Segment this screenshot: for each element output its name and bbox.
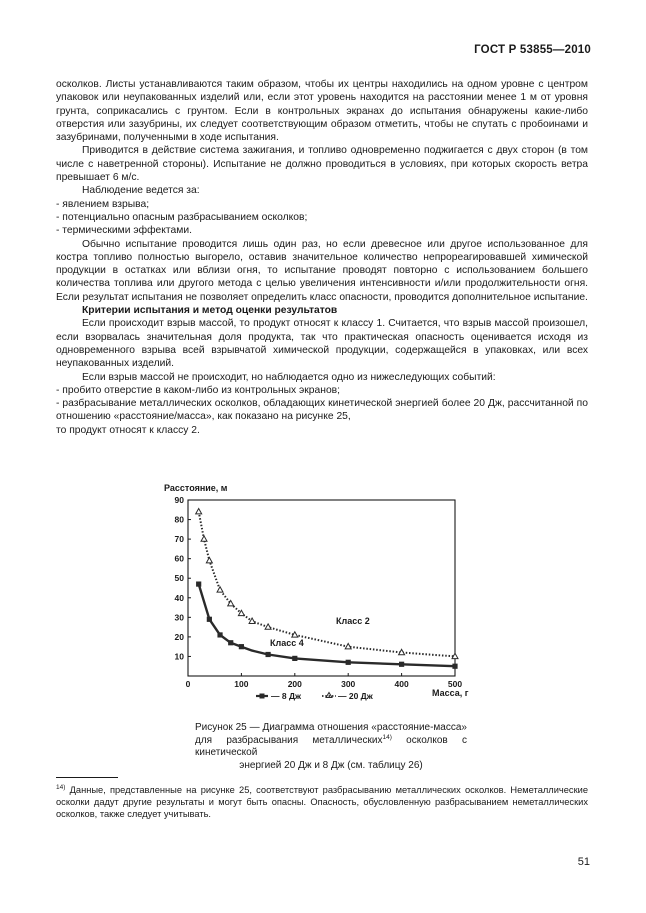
annotation-class-4: Класс 4 xyxy=(270,638,304,648)
data-point-20j xyxy=(217,587,223,592)
list-item: - пробито отверстие в каком-либо из контрольных экранов; xyxy=(56,384,341,396)
data-point-8j xyxy=(207,617,212,622)
data-point-20j xyxy=(201,536,207,541)
data-point-8j xyxy=(196,581,201,586)
legend-8j-label: — 8 Дж xyxy=(271,691,302,701)
data-point-8j xyxy=(228,640,233,645)
caption-text: Рисунок 25 — Диаграмма отношения «расстояние-масса» для разбрасывания металлических xyxy=(195,722,467,746)
data-point-8j xyxy=(217,632,222,637)
list-item: - потенциально опасным разбрасыванием осколков; xyxy=(56,211,308,223)
y-tick-label: 50 xyxy=(174,573,184,584)
data-point-8j xyxy=(292,656,297,661)
y-tick-label: 60 xyxy=(174,553,184,564)
paragraph-no-mass-explosion: Если взрыв массой не происходит, но наблюдается одно из нижеследующих событий: xyxy=(82,371,496,383)
data-point-20j xyxy=(265,624,271,629)
data-point-8j xyxy=(452,664,457,669)
data-point-8j xyxy=(346,660,351,665)
x-tick-label: 100 xyxy=(234,679,249,689)
list-item: - термическими эффектами. xyxy=(56,225,192,237)
paragraph-class-2: то продукт относят к классу 2. xyxy=(56,424,200,436)
x-tick-label: 400 xyxy=(394,679,409,689)
caption-footnote-ref: 14) xyxy=(382,733,392,741)
list-item: - явлением взрыва; xyxy=(56,198,150,210)
body-text xyxy=(56,78,588,437)
data-point-8j xyxy=(266,652,271,657)
legend-20j-label: — 20 Дж xyxy=(338,691,373,701)
paragraph-mass-explosion: Если происходит взрыв массой, то продукт относят к классу 1. Считается, что взрыв массой произошел, если взорвалась значительная доля продукта, так что практическая опасность оценивается исходя из одновременного взрыва всей взрывчатой химической продукции, содержащейся в упаковках, или всех неупакованных изделий. xyxy=(56,318,588,370)
figure-caption xyxy=(195,722,467,772)
paragraph-ignition: Приводится в действие система зажигания, и топливо одновременно поджигается с двух сторон (в том числе с наветренной стороны). Испытание не должно проводиться в условиях, при которых скорость ветра превышает 6 м/с. xyxy=(56,145,588,184)
x-tick-label: 200 xyxy=(287,679,302,689)
list-item: - разбрасывание металлических осколков, обладающих кинетической энергией более 20 Дж, рассчитанной по отношению «расстояние/масса», как показано на рисунке 25, xyxy=(56,398,588,423)
footnote-divider xyxy=(56,777,118,778)
plot-frame xyxy=(188,500,455,676)
document-number: ГОСТ Р 53855—2010 xyxy=(474,44,591,56)
paragraph-observation: Наблюдение ведется за: xyxy=(82,185,200,197)
y-tick-label: 90 xyxy=(174,495,184,505)
series-20j-line xyxy=(199,512,455,657)
footnote xyxy=(56,784,588,820)
legend-8j-marker xyxy=(260,694,265,699)
data-point-8j xyxy=(399,662,404,667)
x-tick-label: 300 xyxy=(341,679,356,689)
distance-mass-chart xyxy=(160,478,470,706)
paragraph-repeat-test: Обычно испытание проводится лишь один раз, но если древесное или другое использованное для костра топливо полностью выгорело, оставив значительное количество непрореагировавшей химической продукции в остатках или вблизи огня, то испытание проводят повторно с использованием большего количества топлива или другого метода с целью увеличения интенсивности и/или продолжительности огня. Если результат испытания не позволяет определить класс опасности, проводится дополнительное испытание. xyxy=(56,238,588,303)
y-tick-label: 70 xyxy=(174,534,184,545)
data-point-20j xyxy=(206,557,212,562)
y-tick-label: 40 xyxy=(174,592,184,603)
section-heading: Критерии испытания и метод оценки результатов xyxy=(82,305,338,317)
caption-text-cont: осколков с кинетической xyxy=(195,734,467,758)
footnote-text: Данные, представленные на рисунке 25, соответствуют разбрасыванию металлических осколков. Неметаллические осколки дадут другие результаты и могут быть опасны. Опасность, обусловленную разбрасыванием неметаллических осколков, также следует учитывать. xyxy=(56,785,588,819)
y-axis-label: Расстояние, м xyxy=(164,483,228,493)
caption-text-last: энергией 20 Дж и 8 Дж (см. таблицу 26) xyxy=(239,759,423,771)
annotation-class-2: Класс 2 xyxy=(336,616,370,626)
paragraph-1: осколков. Листы устанавливаются таким образом, чтобы их центры находились на одном уровне с центром упаковок или неупакованных изделий или, если этот уровень находится на расстоянии менее 1 м от уровня грунта, соприкасались с грунтом. Если в контрольных экранах до испытания обнаружены какие-либо отверстия или зазубрины, их следует соответствующим образом отметить, чтобы не спутать с пробоинами и зазубринами, полученными в ходе испытания. xyxy=(56,79,588,144)
data-point-20j xyxy=(228,600,234,605)
data-point-20j xyxy=(196,509,202,514)
x-tick-label: 500 xyxy=(447,679,463,689)
y-tick-label: 20 xyxy=(174,631,184,642)
y-tick-label: 10 xyxy=(174,651,184,662)
y-tick-label: 80 xyxy=(174,514,184,525)
x-tick-label: 0 xyxy=(185,679,191,689)
data-point-8j xyxy=(239,644,244,649)
x-axis-label: Масса, г xyxy=(432,688,469,698)
y-tick-label: 30 xyxy=(174,612,184,623)
footnote-mark: 14) xyxy=(56,784,66,791)
page-number: 51 xyxy=(577,856,590,868)
